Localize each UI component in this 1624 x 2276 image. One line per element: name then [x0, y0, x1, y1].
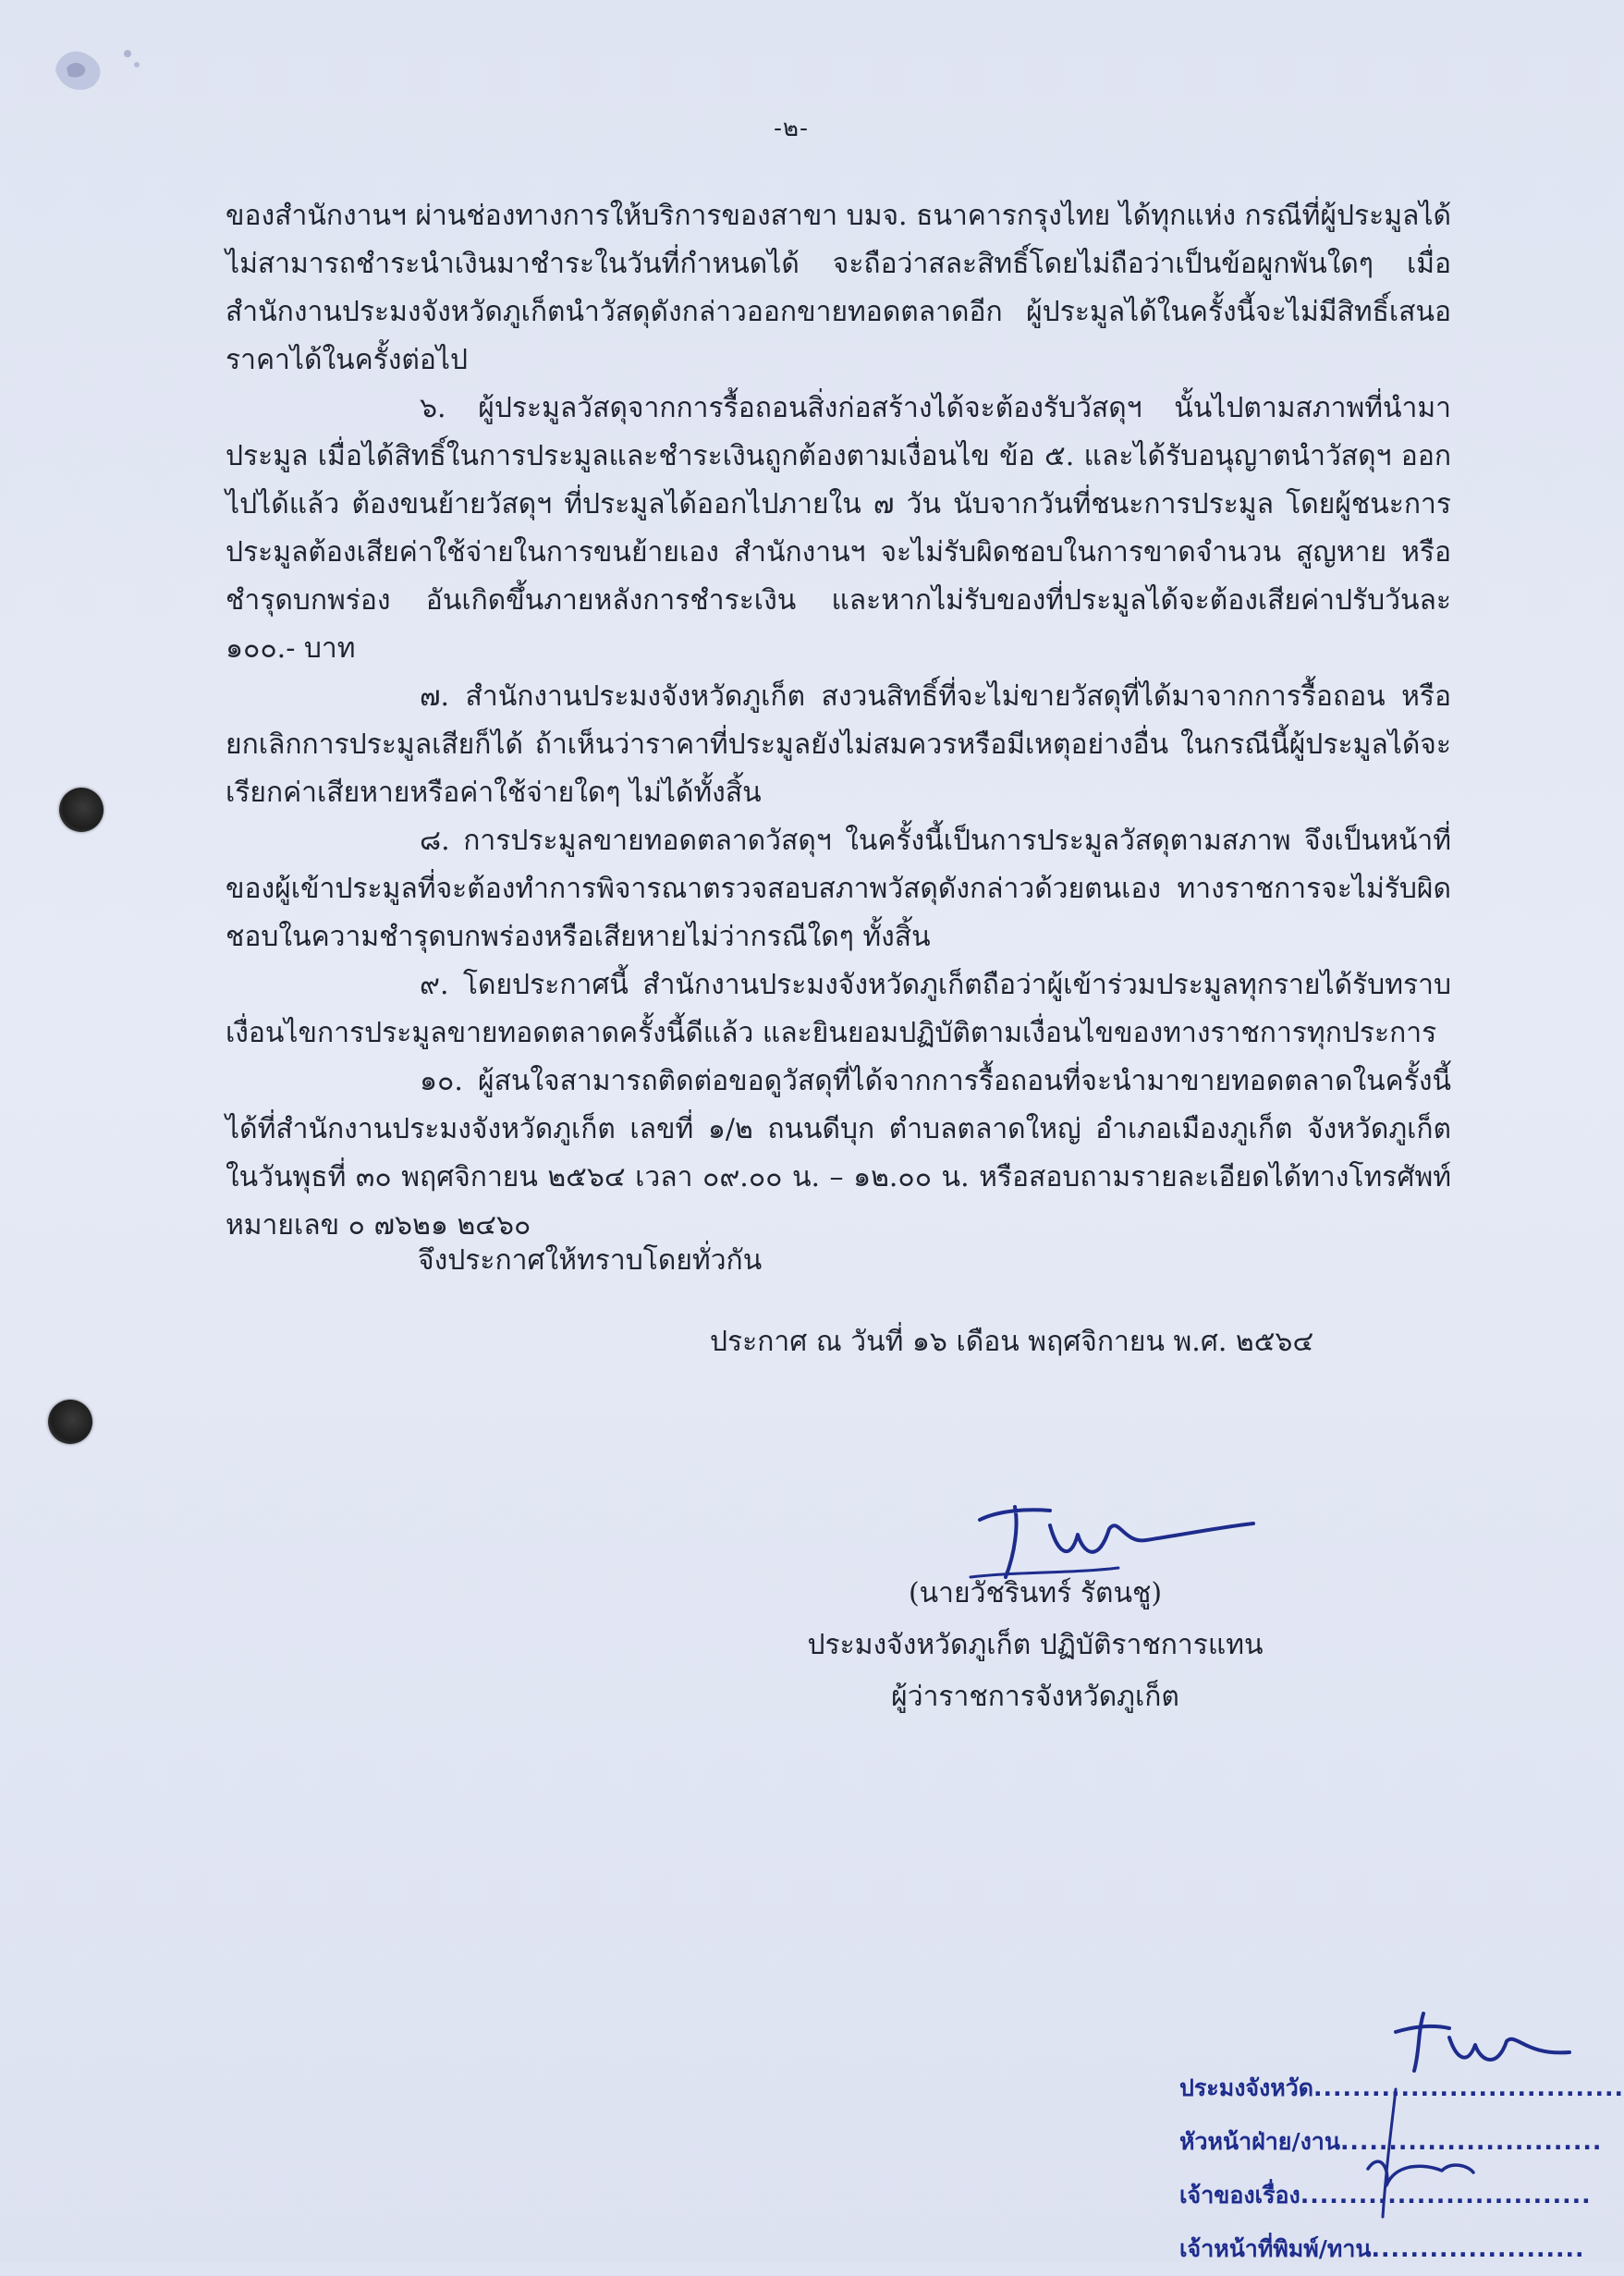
paragraph-item-8: ๘. การประมูลขายทอดตลาดวัสดุฯ ในครั้งนี้เป็นการประมูลวัสดุตามสภาพ จึงเป็นหน้าที่ของผู้เข้าประมูลที่จะต้องทำการพิจารณาตรวจสอบสภาพวัสดุดังกล่าวด้วยตนเอง ทางราชการจะไม่รับผิดชอบในความชำรุดบกพร่องหรือเสียหายไม่ว่ากรณีใดๆ ทั้งสิ้น — [226, 825, 1451, 953]
page-number: -๒- — [774, 115, 809, 142]
routing-label: เจ้าหน้าที่พิมพ์/ทาน — [1179, 2235, 1372, 2262]
routing-dots: .............................. — [1300, 2182, 1592, 2209]
paragraph-item-6: ๖. ผู้ประมูลวัสดุจากการรื้อถอนสิ่งก่อสร้างได้จะต้องรับวัสดุฯ นั้นไปตามสภาพที่นำมาประมูล เมื่อได้สิทธิ์ในการประมูลและชำระเงินถูกต้องตามเงื่อนไข ข้อ ๕. และได้รับอนุญาตนำวัสดุฯ ออกไปได้แล้ว ต้องขนย้ายวัสดุฯ ที่ประมูลได้ออกไปภายใน ๗ วัน นับจากวันที่ชนะการประมูล โดยผู้ชนะการประมูลต้องเสียค่าใช้จ่ายในการขนย้ายเอง สำนักงานฯ จะไม่รับผิดชอบในการขาดจำนวน สูญหาย หรือชำรุดบกพร่อง อันเกิดขึ้นภายหลังการชำระเงิน และหากไม่รับของที่ประมูลได้จะต้องเสียค่าปรับวันละ ๑๐๐.- บาท — [226, 392, 1451, 665]
paragraph-item-10: ๑๐. ผู้สนใจสามารถติดต่อขอดูวัสดุที่ได้จากการรื้อถอนที่จะนำมาขายทอดตลาดในครั้งนี้ได้ที่สำนักงานประมงจังหวัดภูเก็ต เลขที่ ๑/๒ ถนนดีบุก ตำบลตลาดใหญ่ อำเภอเมืองภูเก็ต จังหวัดภูเก็ต ในวันพุธที่ ๓๐ พฤศจิกายน ๒๕๖๔ เวลา ๐๙.๐๐ น. – ๑๒.๐๐ น. หรือสอบถามรายละเอียดได้ทางโทรศัพท์หมายเลข ๐ ๗๖๒๑ ๒๔๖๐ — [226, 1065, 1451, 1242]
signatory-name: (นายวัชรินทร์ รัตนชู) — [908, 1577, 1163, 1609]
routing-label: เจ้าของเรื่อง — [1179, 2182, 1300, 2209]
announcement-date: ประกาศ ณ วันที่ ๑๖ เดือน พฤศจิกายน พ.ศ. ๒๕๖๔ — [710, 1326, 1314, 1358]
paragraph-item-7: ๗. สำนักงานประมงจังหวัดภูเก็ต สงวนสิทธิ์ที่จะไม่ขายวัสดุที่ได้มาจากการรื้อถอน หรือยกเลิกการประมูลเสียก็ได้ ถ้าเห็นว่าราคาที่ประมูลยังไม่สมควรหรือมีเหตุอย่างอื่น ในกรณีนี้ผู้ประมูลได้จะเรียกค่าเสียหายหรือค่าใช้จ่ายใดๆ ไม่ได้ทั้งสิ้น — [226, 680, 1451, 809]
ink-smudge — [48, 33, 150, 107]
routing-row-fisheries-officer — [1179, 2062, 1624, 2115]
routing-dots: ........................... — [1339, 2128, 1603, 2155]
routing-row-case-owner — [1179, 2169, 1592, 2222]
signatory-block — [776, 1568, 1294, 1723]
routing-label: หัวหน้าฝ่าย/งาน — [1179, 2128, 1340, 2155]
paragraph-continuation: ของสำนักงานฯ ผ่านช่องทางการให้บริการของสาขา บมจ. ธนาคารกรุงไทย ได้ทุกแห่ง กรณีที่ผู้ประมูลได้ไม่สามารถชำระนำเงินมาชำระในวันที่กำหนดได้ จะถือว่าสละสิทธิ์โดยไม่ถือว่าเป็นข้อผูกพันใดๆ เมื่อสำนักงานประมงจังหวัดภูเก็ตนำวัสดุดังกล่าวออกขายทอดตลาดอีก ผู้ประมูลได้ในครั้งนี้จะไม่มีสิทธิ์เสนอราคาได้ในครั้งต่อไป — [226, 200, 1451, 376]
punch-hole-top — [59, 788, 104, 832]
routing-label: ประมงจังหวัด — [1179, 2074, 1314, 2101]
routing-row-typist — [1179, 2222, 1585, 2276]
signatory-authority: ผู้ว่าราชการจังหวัดภูเก็ต — [891, 1681, 1179, 1713]
routing-dots: ...................... — [1371, 2235, 1585, 2262]
paragraph-item-9: ๙. โดยประกาศนี้ สำนักงานประมงจังหวัดภูเก็ตถือว่าผู้เข้าร่วมประมูลทุกรายได้รับทราบเงื่อนไขการประมูลขายทอดตลาดครั้งนี้ดีแล้ว และยินยอมปฏิบัติตามเงื่อนไขของทางราชการทุกประการ — [226, 969, 1451, 1049]
announcement-body — [226, 192, 1451, 1250]
closing-statement: จึงประกาศให้ทราบโดยทั่วกัน — [418, 1244, 763, 1277]
routing-dots: ................................ — [1313, 2074, 1624, 2101]
routing-row-section-head — [1179, 2115, 1603, 2169]
signatory-position: ประมงจังหวัดภูเก็ต ปฏิบัติราชการแทน — [807, 1629, 1264, 1661]
punch-hole-bottom — [48, 1400, 92, 1444]
routing-slip — [1179, 2062, 1624, 2276]
